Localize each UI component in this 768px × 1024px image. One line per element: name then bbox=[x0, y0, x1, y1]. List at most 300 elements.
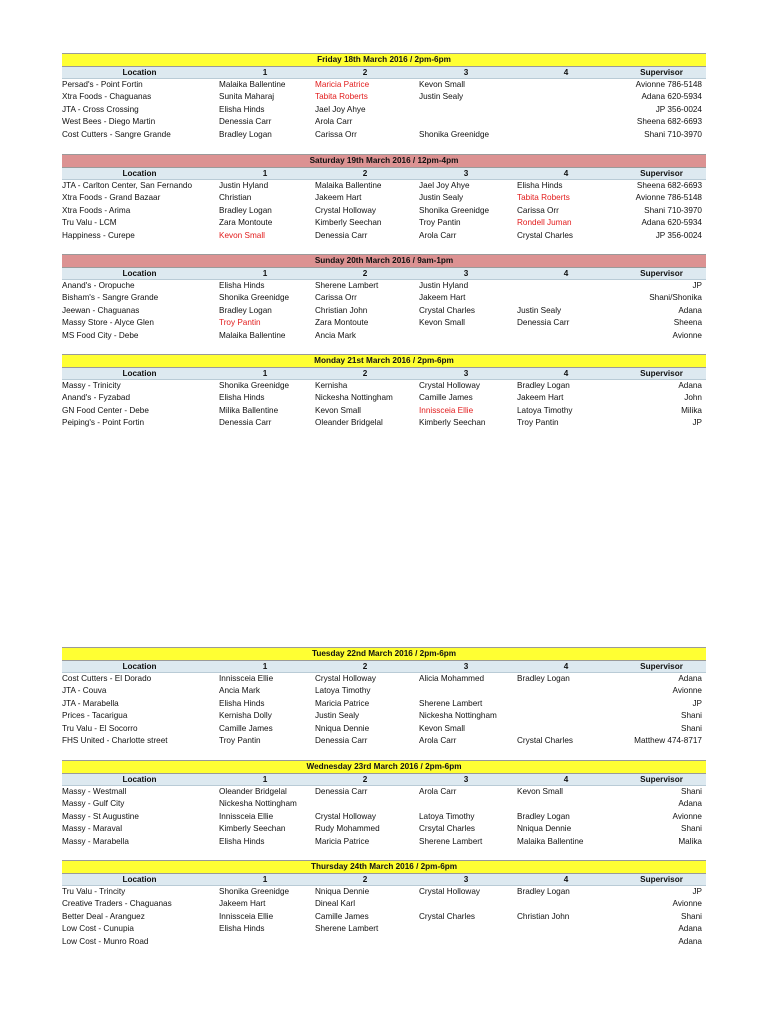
cell-supervisor: Sheena 682-6693 bbox=[636, 117, 702, 127]
cell-2: Denessia Carr bbox=[315, 787, 368, 796]
table-row bbox=[62, 923, 706, 935]
col-4-header: 4 bbox=[563, 775, 569, 784]
schedule-tuesday bbox=[62, 647, 706, 747]
cell-4 bbox=[515, 79, 617, 91]
column-header-row bbox=[62, 67, 706, 79]
cell-4 bbox=[515, 116, 617, 128]
cell-supervisor: Malika bbox=[678, 836, 702, 846]
cell-4: Troy Pantin bbox=[517, 418, 559, 428]
col-1-header: 1 bbox=[262, 775, 268, 784]
table-row bbox=[62, 685, 706, 697]
cell-location: Massy - Maraval bbox=[62, 824, 123, 834]
cell-supervisor: Shani/Shonika bbox=[649, 293, 702, 303]
cell-3 bbox=[417, 685, 515, 697]
table-row bbox=[62, 180, 706, 192]
table-row bbox=[62, 823, 706, 835]
cell-supervisor: Sheena 682-6693 bbox=[636, 181, 702, 190]
cell-3: Alicia Mohammed bbox=[419, 674, 485, 683]
cell-2: Ancia Mark bbox=[315, 330, 356, 340]
cell-2: Sherene Lambert bbox=[315, 924, 379, 934]
cell-location: JTA - Cross Crossing bbox=[62, 104, 139, 114]
col-supervisor-header: Supervisor bbox=[640, 269, 683, 278]
cell-supervisor: Sheena bbox=[673, 318, 702, 328]
cell-2: Jakeem Hart bbox=[315, 193, 362, 203]
cell-location: JTA - Marabella bbox=[62, 698, 119, 708]
cell-supervisor: Adana bbox=[678, 381, 702, 390]
cell-4: Bradley Logan bbox=[517, 674, 570, 683]
cell-4: Jakeem Hart bbox=[517, 393, 564, 403]
cell-4 bbox=[515, 936, 617, 948]
cell-location: JTA - Carlton Center, San Fernando bbox=[62, 181, 193, 190]
cell-location: Jeewan - Chaguanas bbox=[62, 305, 140, 315]
col-3-header: 3 bbox=[463, 369, 469, 378]
table-row bbox=[62, 898, 706, 910]
cell-3: Kevon Small bbox=[419, 723, 465, 733]
cell-4: Justin Sealy bbox=[517, 305, 562, 315]
cell-4 bbox=[515, 292, 617, 304]
cell-3: Shonika Greenidge bbox=[419, 129, 490, 139]
col-4-header: 4 bbox=[563, 875, 569, 884]
cell-1: Malaika Ballentine bbox=[219, 80, 286, 89]
table-row bbox=[62, 205, 706, 217]
cell-1: Kevon Small bbox=[219, 230, 265, 240]
table-row bbox=[62, 129, 706, 141]
col-3-header: 3 bbox=[463, 875, 469, 884]
col-supervisor-header: Supervisor bbox=[640, 169, 683, 178]
cell-location: Xtra Foods - Grand Bazaar bbox=[62, 193, 161, 203]
cell-3: Latoya Timothy bbox=[419, 811, 475, 821]
col-3-header: 3 bbox=[463, 169, 469, 178]
schedule-friday bbox=[62, 53, 706, 141]
cell-supervisor: JP 356-0024 bbox=[655, 104, 702, 114]
cell-location: Massy - Trinicity bbox=[62, 381, 121, 390]
table-row bbox=[62, 798, 706, 810]
cell-2: Kevon Small bbox=[315, 405, 361, 415]
cell-4 bbox=[515, 698, 617, 710]
cell-location: Massy - St Augustine bbox=[62, 811, 139, 821]
table-row bbox=[62, 735, 706, 747]
cell-1: Ancia Mark bbox=[219, 686, 260, 696]
table-row bbox=[62, 911, 706, 923]
table-row bbox=[62, 192, 706, 204]
cell-2: Crystal Holloway bbox=[315, 674, 376, 683]
cell-location: Tru Valu - El Socorro bbox=[62, 723, 138, 733]
table-row bbox=[62, 116, 706, 128]
cell-4: Bradley Logan bbox=[517, 811, 570, 821]
cell-1: Kimberly Seechan bbox=[219, 824, 286, 834]
cell-location: Tru Valu - LCM bbox=[62, 218, 117, 228]
cell-2: Kimberly Seechan bbox=[315, 218, 382, 228]
cell-3: Crystal Holloway bbox=[419, 887, 480, 896]
table-row bbox=[62, 710, 706, 722]
cell-3 bbox=[417, 104, 515, 116]
col-2-header: 2 bbox=[362, 68, 368, 77]
col-3-header: 3 bbox=[463, 775, 469, 784]
cell-supervisor: Shani 710-3970 bbox=[644, 205, 702, 215]
cell-4 bbox=[515, 685, 617, 697]
cell-2: Zara Montoute bbox=[315, 318, 369, 328]
cell-2 bbox=[313, 798, 417, 810]
col-1-header: 1 bbox=[262, 269, 268, 278]
schedule-title: Wednesday 23rd March 2016 / 2pm-6pm bbox=[62, 760, 706, 774]
cell-location: Low Cost - Cunupia bbox=[62, 924, 134, 934]
col-4-header: 4 bbox=[563, 662, 569, 671]
table-row bbox=[62, 91, 706, 103]
col-2-header: 2 bbox=[362, 875, 368, 884]
cell-1: Troy Pantin bbox=[219, 735, 261, 745]
cell-4: Bradley Logan bbox=[517, 887, 570, 896]
cell-2: Arola Carr bbox=[315, 117, 353, 127]
cell-location: Prices - Tacarigua bbox=[62, 711, 128, 721]
cell-location: Cost Cutters - Sangre Grande bbox=[62, 129, 171, 139]
cell-1: Justin Hyland bbox=[219, 181, 269, 190]
table-row bbox=[62, 305, 706, 317]
col-location-header: Location bbox=[122, 369, 157, 378]
cell-1: Shonika Greenidge bbox=[219, 381, 290, 390]
cell-1: Oleander Bridgelal bbox=[219, 787, 287, 796]
cell-location: Creative Traders - Chaguanas bbox=[62, 899, 172, 909]
cell-3: Justin Sealy bbox=[419, 193, 464, 203]
cell-4 bbox=[515, 104, 617, 116]
cell-supervisor: Avionne bbox=[672, 811, 702, 821]
col-2-header: 2 bbox=[362, 169, 368, 178]
table-row bbox=[62, 936, 706, 948]
cell-4: Nniqua Dennie bbox=[517, 824, 572, 834]
cell-3: Crsytal Charles bbox=[419, 824, 475, 834]
schedule-title: Monday 21st March 2016 / 2pm-6pm bbox=[62, 354, 706, 368]
col-supervisor-header: Supervisor bbox=[640, 775, 683, 784]
cell-location: West Bees - Diego Martin bbox=[62, 117, 156, 127]
cell-1: Innissceia Ellie bbox=[219, 911, 274, 921]
cell-supervisor: Shani bbox=[681, 824, 702, 834]
cell-2: Oleander Bridgelal bbox=[315, 418, 383, 428]
col-location-header: Location bbox=[122, 775, 157, 784]
cell-1: Bradley Logan bbox=[219, 129, 272, 139]
col-1-header: 1 bbox=[262, 875, 268, 884]
col-location-header: Location bbox=[122, 169, 157, 178]
col-2-header: 2 bbox=[362, 369, 368, 378]
cell-1: Kernisha Dolly bbox=[219, 711, 272, 721]
column-header-row bbox=[62, 168, 706, 180]
table-row bbox=[62, 811, 706, 823]
cell-1 bbox=[217, 936, 313, 948]
cell-2: Denessia Carr bbox=[315, 735, 368, 745]
col-supervisor-header: Supervisor bbox=[640, 875, 683, 884]
cell-supervisor: Adana bbox=[678, 305, 702, 315]
col-1-header: 1 bbox=[262, 662, 268, 671]
cell-supervisor: JP bbox=[692, 281, 702, 290]
table-row bbox=[62, 330, 706, 342]
cell-3: Nickesha Nottingham bbox=[419, 711, 497, 721]
cell-3 bbox=[417, 923, 515, 935]
cell-4: Latoya Timothy bbox=[517, 405, 573, 415]
table-row bbox=[62, 417, 706, 429]
cell-4: Rondell Juman bbox=[517, 218, 572, 228]
cell-location: Xtra Foods - Arima bbox=[62, 205, 131, 215]
cell-supervisor: JP bbox=[692, 887, 702, 896]
col-location-header: Location bbox=[122, 68, 157, 77]
cell-4: Bradley Logan bbox=[517, 381, 570, 390]
table-row bbox=[62, 886, 706, 898]
cell-location: Persad's - Point Fortin bbox=[62, 80, 143, 89]
cell-2: Nickesha Nottingham bbox=[315, 393, 393, 403]
cell-supervisor: Adana bbox=[678, 674, 702, 683]
col-supervisor-header: Supervisor bbox=[640, 68, 683, 77]
cell-4 bbox=[515, 91, 617, 103]
table-row bbox=[62, 217, 706, 229]
cell-supervisor: JP bbox=[692, 418, 702, 428]
cell-4 bbox=[515, 280, 617, 292]
cell-4 bbox=[515, 723, 617, 735]
cell-supervisor: JP 356-0024 bbox=[655, 230, 702, 240]
cell-2: Jael Joy Ahye bbox=[315, 104, 366, 114]
cell-location: Bisham's - Sangre Grande bbox=[62, 293, 159, 303]
cell-3: Shonika Greenidge bbox=[419, 205, 490, 215]
cell-2: Carissa Orr bbox=[315, 129, 357, 139]
cell-location: Peiping's - Point Fortin bbox=[62, 418, 145, 428]
cell-4: Denessia Carr bbox=[517, 318, 570, 328]
col-1-header: 1 bbox=[262, 169, 268, 178]
cell-4: Crystal Charles bbox=[517, 230, 573, 240]
cell-1: Elisha Hinds bbox=[219, 924, 265, 934]
cell-2: Maricia Patrice bbox=[315, 698, 370, 708]
col-3-header: 3 bbox=[463, 269, 469, 278]
cell-3: Arola Carr bbox=[419, 230, 457, 240]
cell-location: JTA - Couva bbox=[62, 686, 107, 696]
column-header-row bbox=[62, 368, 706, 380]
col-1-header: 1 bbox=[262, 369, 268, 378]
schedule-saturday bbox=[62, 154, 706, 242]
cell-1: Camille James bbox=[219, 723, 273, 733]
cell-supervisor: Milika bbox=[681, 405, 702, 415]
schedule-title: Sunday 20th March 2016 / 9am-1pm bbox=[62, 254, 706, 268]
cell-1: Nickesha Nottingham bbox=[219, 799, 297, 809]
cell-supervisor: Avionne bbox=[672, 899, 702, 909]
cell-4 bbox=[515, 898, 617, 910]
cell-1: Elisha Hinds bbox=[219, 281, 265, 290]
schedule-title: Friday 18th March 2016 / 2pm-6pm bbox=[62, 53, 706, 67]
col-supervisor-header: Supervisor bbox=[640, 369, 683, 378]
col-location-header: Location bbox=[122, 662, 157, 671]
cell-location: Massy - Westmall bbox=[62, 787, 127, 796]
cell-2: Crystal Holloway bbox=[315, 811, 376, 821]
cell-4: Elisha Hinds bbox=[517, 181, 563, 190]
cell-3: Jael Joy Ahye bbox=[419, 181, 470, 190]
cell-location: Anand's - Fyzabad bbox=[62, 393, 131, 403]
cell-1: Shonika Greenidge bbox=[219, 887, 290, 896]
cell-3: Camille James bbox=[419, 393, 473, 403]
table-row bbox=[62, 392, 706, 404]
cell-2: Denessia Carr bbox=[315, 230, 368, 240]
schedule-sunday bbox=[62, 254, 706, 342]
cell-3: Arola Carr bbox=[419, 735, 457, 745]
table-row bbox=[62, 230, 706, 242]
column-header-row bbox=[62, 874, 706, 886]
cell-supervisor: Avionne bbox=[672, 686, 702, 696]
table-row bbox=[62, 836, 706, 848]
table-row bbox=[62, 673, 706, 685]
cell-1: Zara Montoute bbox=[219, 218, 273, 228]
cell-2: Christian John bbox=[315, 305, 368, 315]
cell-location: Better Deal - Aranguez bbox=[62, 911, 145, 921]
cell-supervisor: Shani bbox=[681, 911, 702, 921]
cell-3 bbox=[417, 330, 515, 342]
cell-2: Kernisha bbox=[315, 381, 348, 390]
col-2-header: 2 bbox=[362, 775, 368, 784]
column-header-row bbox=[62, 268, 706, 280]
schedule-monday bbox=[62, 354, 706, 430]
cell-location: MS Food City - Debe bbox=[62, 330, 139, 340]
cell-1: Troy Pantin bbox=[219, 318, 261, 328]
cell-location: Massy - Marabella bbox=[62, 836, 129, 846]
cell-location: Tru Valu - Trincity bbox=[62, 887, 126, 896]
col-location-header: Location bbox=[122, 269, 157, 278]
col-4-header: 4 bbox=[563, 369, 569, 378]
column-header-row bbox=[62, 774, 706, 786]
cell-1: Elisha Hinds bbox=[219, 836, 265, 846]
cell-4: Kevon Small bbox=[517, 787, 563, 796]
cell-2: Maricia Patrice bbox=[315, 80, 370, 89]
schedule-title: Thursday 24th March 2016 / 2pm-6pm bbox=[62, 860, 706, 874]
cell-1: Malaika Ballentine bbox=[219, 330, 286, 340]
cell-supervisor: Avionne 786-5148 bbox=[635, 80, 702, 89]
cell-3 bbox=[417, 936, 515, 948]
schedule-thursday bbox=[62, 860, 706, 948]
table-row bbox=[62, 698, 706, 710]
cell-2: Sherene Lambert bbox=[315, 281, 379, 290]
cell-3: Sherene Lambert bbox=[419, 698, 483, 708]
cell-supervisor: Adana bbox=[678, 936, 702, 946]
cell-1: Denessia Carr bbox=[219, 117, 272, 127]
column-header-row bbox=[62, 661, 706, 673]
cell-1: Shonika Greenidge bbox=[219, 293, 290, 303]
cell-2: Malaika Ballentine bbox=[315, 181, 382, 190]
cell-1: Denessia Carr bbox=[219, 418, 272, 428]
cell-location: FHS United - Charlotte street bbox=[62, 735, 168, 745]
cell-4 bbox=[515, 330, 617, 342]
cell-4: Carissa Orr bbox=[517, 205, 559, 215]
cell-1: Jakeem Hart bbox=[219, 899, 266, 909]
cell-4: Christian John bbox=[517, 911, 570, 921]
cell-4 bbox=[515, 129, 617, 141]
cell-3: Jakeem Hart bbox=[419, 293, 466, 303]
cell-1: Sunita Maharaj bbox=[219, 92, 275, 102]
cell-3 bbox=[417, 898, 515, 910]
cell-supervisor: John bbox=[684, 393, 702, 403]
col-location-header: Location bbox=[122, 875, 157, 884]
cell-supervisor: Shani 710-3970 bbox=[644, 129, 702, 139]
cell-4: Tabita Roberts bbox=[517, 193, 570, 203]
cell-2: Tabita Roberts bbox=[315, 92, 368, 102]
col-4-header: 4 bbox=[563, 169, 569, 178]
cell-1: Elisha Hinds bbox=[219, 104, 265, 114]
table-row bbox=[62, 317, 706, 329]
cell-location: GN Food Center - Debe bbox=[62, 405, 149, 415]
table-row bbox=[62, 104, 706, 116]
cell-location: Xtra Foods - Chaguanas bbox=[62, 92, 152, 102]
cell-location: Massy - Gulf City bbox=[62, 799, 125, 809]
schedule-title: Saturday 19th March 2016 / 12pm-4pm bbox=[62, 154, 706, 168]
col-4-header: 4 bbox=[563, 269, 569, 278]
cell-2: Latoya Timothy bbox=[315, 686, 371, 696]
cell-4: Crystal Charles bbox=[517, 735, 573, 745]
cell-3: Sherene Lambert bbox=[419, 836, 483, 846]
cell-2: Rudy Mohammed bbox=[315, 824, 380, 834]
cell-supervisor: Matthew 474-8717 bbox=[634, 735, 702, 745]
cell-supervisor: Adana 620-5934 bbox=[641, 92, 702, 102]
cell-supervisor: Shani bbox=[681, 787, 702, 796]
cell-location: Low Cost - Munro Road bbox=[62, 936, 149, 946]
schedule-title: Tuesday 22nd March 2016 / 2pm-6pm bbox=[62, 647, 706, 661]
cell-3: Arola Carr bbox=[419, 787, 457, 796]
cell-2 bbox=[313, 936, 417, 948]
cell-location: Happiness - Curepe bbox=[62, 230, 135, 240]
cell-supervisor: Adana 620-5934 bbox=[641, 218, 702, 228]
cell-3 bbox=[417, 116, 515, 128]
schedule-wednesday bbox=[62, 760, 706, 848]
table-row bbox=[62, 292, 706, 304]
cell-1: Christian bbox=[219, 193, 252, 203]
cell-1: Elisha Hinds bbox=[219, 698, 265, 708]
col-1-header: 1 bbox=[262, 68, 268, 77]
cell-supervisor: Avionne bbox=[672, 330, 702, 340]
cell-2: Maricia Patrice bbox=[315, 836, 370, 846]
cell-3: Kimberly Seechan bbox=[419, 418, 486, 428]
cell-1: Innissceia Ellie bbox=[219, 674, 274, 683]
cell-3: Troy Pantin bbox=[419, 218, 461, 228]
cell-1: Bradley Logan bbox=[219, 205, 272, 215]
cell-supervisor: Shani bbox=[681, 711, 702, 721]
cell-4 bbox=[515, 923, 617, 935]
col-3-header: 3 bbox=[463, 662, 469, 671]
cell-supervisor: Shani bbox=[681, 723, 702, 733]
cell-supervisor: Avionne 786-5148 bbox=[635, 193, 702, 203]
cell-3: Crystal Charles bbox=[419, 305, 475, 315]
col-2-header: 2 bbox=[362, 662, 368, 671]
cell-1: Innissceia Ellie bbox=[219, 811, 274, 821]
cell-4 bbox=[515, 798, 617, 810]
cell-3 bbox=[417, 798, 515, 810]
cell-4: Malaika Ballentine bbox=[517, 836, 584, 846]
table-row bbox=[62, 79, 706, 91]
cell-2: Carissa Orr bbox=[315, 293, 357, 303]
cell-3: Crystal Charles bbox=[419, 911, 475, 921]
cell-1: Bradley Logan bbox=[219, 305, 272, 315]
col-4-header: 4 bbox=[563, 68, 569, 77]
table-row bbox=[62, 380, 706, 392]
cell-location: Anand's - Oropuche bbox=[62, 281, 135, 290]
col-2-header: 2 bbox=[362, 269, 368, 278]
cell-3: Innissceia Ellie bbox=[419, 405, 474, 415]
cell-3: Justin Sealy bbox=[419, 92, 464, 102]
table-row bbox=[62, 280, 706, 292]
cell-3: Kevon Small bbox=[419, 80, 465, 89]
cell-3: Justin Hyland bbox=[419, 281, 469, 290]
cell-1: Milika Ballentine bbox=[219, 405, 279, 415]
cell-3: Crystal Holloway bbox=[419, 381, 480, 390]
cell-2: Nniqua Dennie bbox=[315, 723, 370, 733]
cell-2: Nniqua Dennie bbox=[315, 887, 370, 896]
cell-3: Kevon Small bbox=[419, 318, 465, 328]
cell-1: Elisha Hinds bbox=[219, 393, 265, 403]
cell-2: Camille James bbox=[315, 911, 369, 921]
cell-location: Cost Cutters - El Dorado bbox=[62, 674, 152, 683]
table-row bbox=[62, 723, 706, 735]
col-3-header: 3 bbox=[463, 68, 469, 77]
cell-location: Massy Store - Alyce Glen bbox=[62, 318, 154, 328]
cell-2: Dineal Karl bbox=[315, 899, 356, 909]
table-row bbox=[62, 405, 706, 417]
